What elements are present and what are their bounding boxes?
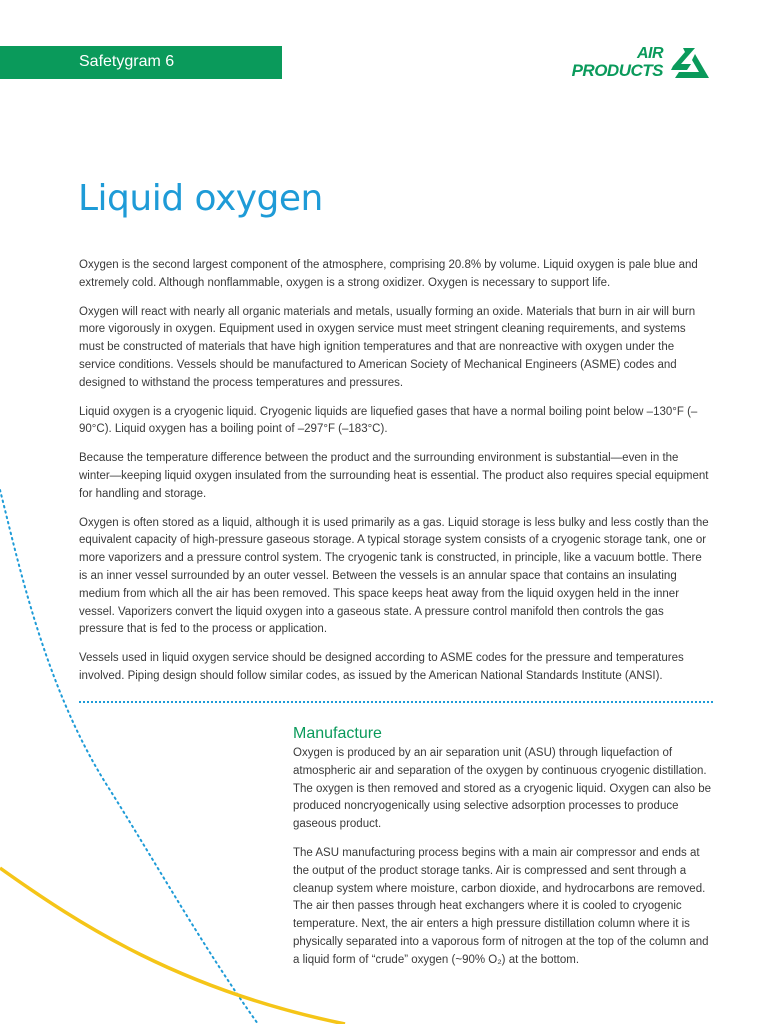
paragraph: Because the temperature difference between the product and the surrounding environment is substantial—even in the winter—keeping liquid oxygen insulated from the surrounding heat is essential. The product also requires special equipment for handling and storage. bbox=[79, 452, 709, 500]
logo-text-products: PRODUCTS bbox=[571, 61, 663, 80]
logo-text-air: AIR bbox=[636, 45, 663, 62]
air-products-logo bbox=[553, 44, 713, 84]
paragraph: Oxygen is produced by an air separation unit (ASU) through liquefaction of atmospheric air and separation of the oxygen by continuous cryogenic distillation. The oxygen is then removed and stored as a cryogenic liquid. Oxygen can also be produced noncryogenically using selective adsorption processes to produce gaseous product. bbox=[293, 747, 712, 831]
section-heading: Manufacture bbox=[293, 725, 382, 742]
paragraph: Oxygen is often stored as a liquid, although it is used primarily as a gas. Liquid storage is less bulky and less costly than the equivalent capacity of high-pressure gaseous storage. A typical storage system consists of a cryogenic storage tank, one or more vaporizers and a pressure control system. The cryogenic tank is constructed, in principle, like a vacuum bottle. There is an inner vessel surrounded by an outer vessel. Between the vessels is an annular space that contains an insulating medium from which all the air has been removed. This space keeps heat away from the liquid oxygen held in the inner vessel. Vaporizers convert the liquid oxygen into a gaseous state. A pressure control manifold then controls the gas pressure that is fed to the process or application. bbox=[79, 516, 709, 636]
intro-body bbox=[79, 257, 709, 697]
safetygram-banner bbox=[0, 46, 282, 79]
paragraph: Liquid oxygen is a cryogenic liquid. Cryogenic liquids are liquefied gases that have a normal boiling point below –130°F (–90°C). Liquid oxygen has a boiling point of –297°F (–183°C). bbox=[79, 405, 698, 436]
paragraph: Vessels used in liquid oxygen service should be designed according to ASME codes for the pressure and temperatures involved. Piping design should follow similar codes, as issued by the American National Standards Institute (ANSI). bbox=[79, 652, 684, 682]
paragraph: Oxygen is the second largest component of the atmosphere, comprising 20.8% by volume. Liquid oxygen is pale blue and extremely cold. Although nonflammable, oxygen is a strong oxidizer. Oxygen is necessary to support life. bbox=[79, 259, 698, 289]
paragraph: The ASU manufacturing process begins with a main air compressor and ends at the output of the product storage tanks. Air is compressed and sent through a cleanup system where moisture, carbon dioxide, and hydrocarbons are removed. The air then passes through heat exchangers where it is cooled to cryogenic temperature. Next, the air enters a high pressure distillation column where it is physically separated into a vaporous form of nitrogen at the top of the column and a liquid form of “crude” oxygen (~90% O₂) at the bottom. bbox=[293, 846, 709, 966]
safetygram-label: Safetygram 6 bbox=[79, 53, 175, 70]
dotted-divider bbox=[79, 701, 713, 703]
manufacture-section bbox=[293, 725, 713, 981]
air-products-logo-icon bbox=[665, 44, 713, 82]
page-title: Liquid oxygen bbox=[78, 178, 323, 219]
paragraph: Oxygen will react with nearly all organic materials and metals, usually forming an oxide. Materials that burn in air will burn more vigorously in oxygen. Equipment used in oxygen service must meet stringent cleaning requirements, and systems must be constructed of materials that have high ignition temperatures and that are nonreactive with oxygen under the service conditions. Vessels should be manufactured to American Society of Mechanical Engineers (ASME) codes and designed to withstand the process temperatures and pressures. bbox=[79, 305, 696, 389]
